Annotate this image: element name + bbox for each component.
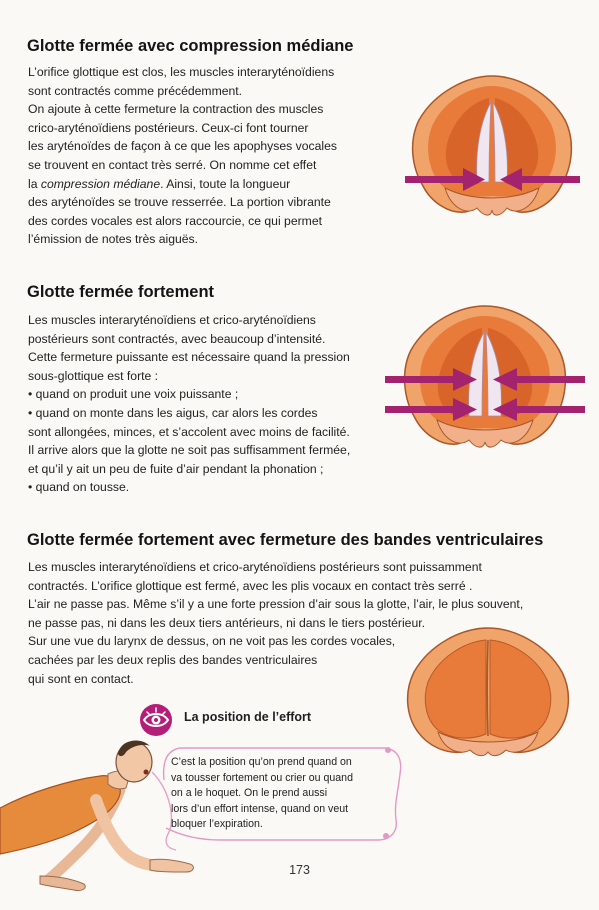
text-line: sous-glottique est forte :	[28, 368, 159, 383]
text-line: • quand on produit une voix puissante ;	[28, 387, 239, 402]
text-line: lors d’un effort intense, quand on veut	[171, 802, 349, 815]
section-title-compression: Glotte fermée avec compression médiane	[27, 37, 354, 55]
larynx-illustration-compression	[405, 70, 580, 220]
text-line: C’est la position qu’on prend quand on	[171, 756, 352, 768]
effort-text	[171, 755, 353, 833]
text-line: va tousser fortement ou crier ou quand	[171, 771, 353, 784]
text-fragment: . Ainsi, toute la longueur	[160, 176, 291, 191]
text-line: L’orifice glottique est clos, les muscles interaryténoïdiens	[28, 65, 335, 79]
text-line: des aryténoïdes se trouve resserrée. La portion vibrante	[28, 195, 331, 210]
text-fragment: la	[28, 176, 41, 191]
text-line: Sur une vue du larynx de dessus, on ne voit pas les cordes vocales,	[28, 634, 396, 649]
page-number: 173	[289, 863, 310, 877]
text-line: Les muscles interaryténoïdiens et crico-aryténoïdiens	[28, 313, 316, 327]
term-emphasis: compression médiane	[40, 176, 161, 191]
section-title-ventricular: Glotte fermée fortement avec fermeture des bandes ventriculaires	[27, 531, 544, 549]
contact-line	[487, 640, 488, 736]
text-line: les aryténoïdes de façon à ce que les apophyses vocales	[28, 139, 337, 154]
text-line: bloquer l’expiration.	[171, 818, 263, 830]
text-line: qui sont en contact.	[28, 671, 134, 686]
text-line: cachées par les deux replis des bandes ventriculaires	[28, 652, 318, 667]
text-line: on a le hoquet. On le prend aussi	[171, 787, 328, 799]
text-line: sont allongées, minces, et s’accolent avec moins de facilité.	[28, 424, 350, 439]
section-title-strong-closure: Glotte fermée fortement	[27, 283, 215, 301]
text-line: Cette fermeture puissante est nécessaire quand la pression	[28, 350, 350, 365]
back-hand	[40, 876, 85, 891]
text-line: L’air ne passe pas. Même s’il y a une forte pression d’air sous la glotte, l’air, le plus souvent,	[28, 597, 524, 612]
text-line: contractés. L’orifice glottique est fermé, avec les plis vocaux en contact très serré .	[28, 578, 473, 593]
text-line: Il arrive alors que la glotte ne soit pas suffisamment fermée,	[28, 443, 351, 458]
text-line: des cordes vocales est alors raccourcie, ce qui permet	[28, 213, 322, 228]
larynx-illustration-ventricular	[398, 622, 578, 762]
text-line-mixed	[28, 175, 337, 194]
text-line: • quand on tousse.	[28, 480, 130, 495]
text-line: et qu’il y ait un peu de fuite d’air pendant la phonation ;	[28, 461, 324, 476]
text-line: Les muscles interaryténoïdiens et crico-aryténoïdiens postérieurs sont puissamment	[28, 560, 482, 574]
effort-title: La position de l’effort	[184, 710, 312, 724]
text-line: crico-aryténoïdiens postérieurs. Ceux-ci font tourner	[28, 120, 309, 135]
larynx-illustration-strong	[385, 300, 585, 460]
section-text-compression	[28, 63, 337, 249]
text-line: • quand on monte dans les aigus, car alors les cordes	[28, 405, 318, 420]
text-line: postérieurs sont contractés, avec beaucoup d’intensité.	[28, 331, 326, 346]
text-line: sont contractés comme précédemment.	[28, 83, 243, 98]
text-line: ne passe pas, ni dans les deux tiers antérieurs, ni dans le tiers postérieur.	[28, 615, 425, 630]
mouth	[144, 770, 149, 775]
text-line: l’émission de notes très aiguës.	[28, 232, 199, 247]
text-line: On ajoute à cette fermeture la contraction des muscles	[28, 102, 324, 117]
text-line: se trouvent en contact très serré. On nomme cet effet	[28, 157, 317, 172]
eye-icon	[139, 703, 173, 737]
section-text-strong-closure	[28, 311, 350, 497]
front-arm	[96, 800, 158, 866]
